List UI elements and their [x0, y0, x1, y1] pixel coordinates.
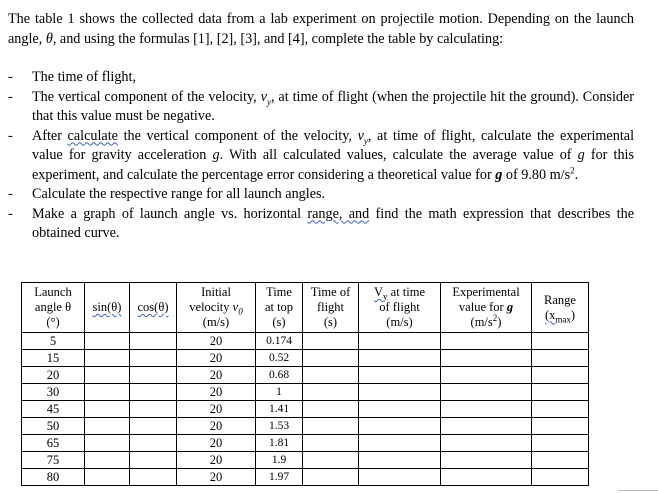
cell-vy[interactable]	[359, 350, 441, 367]
col-sin: sin(θ)	[85, 283, 130, 333]
dash-marker: -	[8, 88, 13, 105]
cell-time-top[interactable]: 1.53	[256, 418, 303, 435]
cell-vy[interactable]	[359, 367, 441, 384]
col-time-of-flight: Time of flight (s)	[303, 283, 359, 333]
cell-v0[interactable]: 20	[177, 333, 256, 350]
cell-range[interactable]	[532, 418, 589, 435]
vy-symbol: $v_y$	[357, 127, 368, 146]
cell-time-top[interactable]: 1.9	[256, 452, 303, 469]
divider-line	[618, 490, 658, 491]
intro-paragraph	[8, 9, 634, 49]
cell-range[interactable]	[532, 384, 589, 401]
cell-cos[interactable]	[130, 367, 177, 384]
g-symbol-bold: g	[495, 166, 503, 183]
cell-cos[interactable]	[130, 418, 177, 435]
theta-symbol: θ	[45, 31, 53, 47]
dash-marker: -	[8, 186, 13, 202]
cell-v0[interactable]: 20	[177, 350, 256, 367]
cell-vy[interactable]	[359, 469, 441, 486]
table-row	[22, 435, 589, 452]
cell-angle[interactable]: 15	[22, 350, 85, 367]
cell-cos[interactable]	[130, 350, 177, 367]
cell-time-flight[interactable]	[303, 401, 359, 418]
task-item-time-of-flight: - The time of flight,	[8, 68, 634, 88]
col-launch-angle: Launch angle θ (°)	[22, 283, 85, 333]
table-row	[22, 469, 589, 486]
cell-cos[interactable]	[130, 333, 177, 350]
spellcheck-word: calculate	[67, 127, 118, 144]
cell-range[interactable]	[532, 367, 589, 384]
col-range: Range $(x_{max})$	[532, 283, 589, 333]
cell-v0[interactable]: 20	[177, 435, 256, 452]
cell-time-top[interactable]: 1	[256, 384, 303, 401]
cell-time-flight[interactable]	[303, 384, 359, 401]
table-row	[22, 333, 589, 350]
cell-angle[interactable]: 20	[22, 367, 85, 384]
cell-time-flight[interactable]	[303, 452, 359, 469]
cell-g[interactable]	[441, 367, 532, 384]
cell-sin[interactable]	[85, 418, 130, 435]
cell-cos[interactable]	[130, 435, 177, 452]
cell-v0[interactable]: 20	[177, 384, 256, 401]
cell-vy[interactable]	[359, 384, 441, 401]
cell-v0[interactable]: 20	[177, 367, 256, 384]
cell-vy[interactable]	[359, 452, 441, 469]
cell-sin[interactable]	[85, 452, 130, 469]
cell-range[interactable]	[532, 401, 589, 418]
task-item-vertical-velocity: - The vertical component of the velocity, $v_y$, at time of flight (when the projectile hit the ground). Consider that this value must be negative.	[8, 88, 635, 124]
col-vy-flight: $V_y$ at time of flight (m/s)	[359, 283, 441, 333]
col-initial-velocity: Initial velocity $v_0$ (m/s)	[177, 283, 256, 333]
table-row	[22, 418, 589, 435]
cell-cos[interactable]	[130, 384, 177, 401]
cell-angle[interactable]: 30	[22, 384, 85, 401]
task-item-range: - Calculate the respective range for all launch angles.	[8, 185, 634, 205]
cell-angle[interactable]: 80	[22, 469, 85, 486]
cell-range[interactable]	[532, 435, 589, 452]
g-symbol: g	[577, 147, 585, 163]
vy-symbol: $v_y$	[260, 88, 271, 107]
cell-g[interactable]	[441, 452, 532, 469]
cell-sin[interactable]	[85, 333, 130, 350]
cell-time-flight[interactable]	[303, 435, 359, 452]
cell-g[interactable]	[441, 418, 532, 435]
cell-time-top[interactable]: 1.81	[256, 435, 303, 452]
table-row	[22, 367, 589, 384]
cell-cos[interactable]	[130, 452, 177, 469]
cell-sin[interactable]	[85, 401, 130, 418]
cell-angle[interactable]: 5	[22, 333, 85, 350]
cell-g[interactable]	[441, 350, 532, 367]
cell-sin[interactable]	[85, 469, 130, 486]
cell-angle[interactable]: 45	[22, 401, 85, 418]
g-symbol: g	[212, 147, 220, 163]
cell-g[interactable]	[441, 435, 532, 452]
dash-marker: -	[8, 205, 13, 222]
header-row	[22, 283, 589, 333]
cell-g[interactable]	[441, 333, 532, 350]
col-cos: cos(θ)	[130, 283, 177, 333]
cell-range[interactable]	[532, 350, 589, 367]
cell-vy[interactable]	[359, 418, 441, 435]
cell-time-flight[interactable]	[303, 333, 359, 350]
cell-range[interactable]	[532, 333, 589, 350]
cell-time-top[interactable]: 0.68	[256, 367, 303, 384]
cell-time-top[interactable]: 1.97	[256, 469, 303, 486]
cell-time-top[interactable]: 0.52	[256, 350, 303, 367]
cell-vy[interactable]	[359, 401, 441, 418]
col-experimental-g: Experimental value for g $(m/s^2)$	[441, 283, 532, 333]
cell-cos[interactable]	[130, 401, 177, 418]
cell-sin[interactable]	[85, 435, 130, 452]
intro-text-2: , and using the formulas [1], [2], [3], and [4], complete the table by calculating:	[52, 31, 504, 47]
cell-sin[interactable]	[85, 384, 130, 401]
cell-sin[interactable]	[85, 350, 130, 367]
cell-v0[interactable]: 20	[177, 469, 256, 486]
cell-v0[interactable]: 20	[177, 452, 256, 469]
cell-v0[interactable]: 20	[177, 401, 256, 418]
table-row	[22, 350, 589, 367]
dash-marker: -	[8, 127, 13, 144]
cell-g[interactable]	[441, 469, 532, 486]
dash-marker: -	[8, 69, 13, 85]
cell-sin[interactable]	[85, 367, 130, 384]
task-item-gravity: - After calculate the vertical component of the velocity, $v_y$, at time of flight, calculate the experimental value for gravity acceleration g. With all calculated values, calculate the average value of g for this experiment, and calculate the percentage error considering a theoretical value for g of 9.80 $m/s^2$.	[8, 127, 635, 183]
cell-g[interactable]	[441, 384, 532, 401]
col-time-at-top: Time at top (s)	[256, 283, 303, 333]
cell-g[interactable]	[441, 401, 532, 418]
table-row	[22, 384, 589, 401]
cell-range[interactable]	[532, 452, 589, 469]
table-row	[22, 452, 589, 469]
cell-time-top[interactable]: 1.41	[256, 401, 303, 418]
intro-text-1: The table 1 shows the collected data from a lab experiment on projectile motion. Depending on the launch angle,	[8, 11, 634, 47]
cell-time-flight[interactable]	[303, 350, 359, 367]
cell-angle[interactable]: 65	[22, 435, 85, 452]
cell-range[interactable]	[532, 469, 589, 486]
task-item-graph: - Make a graph of launch angle vs. horizontal range, and find the math expression that describes the obtained curve.	[8, 205, 634, 241]
cell-time-flight[interactable]	[303, 418, 359, 435]
spellcheck-word: range, and	[307, 205, 370, 222]
cell-angle[interactable]: 75	[22, 452, 85, 469]
cell-vy[interactable]	[359, 435, 441, 452]
data-table	[21, 282, 589, 486]
cell-cos[interactable]	[130, 469, 177, 486]
cell-time-flight[interactable]	[303, 469, 359, 486]
table-row	[22, 401, 589, 418]
cell-v0[interactable]: 20	[177, 418, 256, 435]
task-list	[8, 68, 634, 244]
cell-angle[interactable]: 50	[22, 418, 85, 435]
cell-time-top[interactable]: 0.174	[256, 333, 303, 350]
cell-vy[interactable]	[359, 333, 441, 350]
cell-time-flight[interactable]	[303, 367, 359, 384]
